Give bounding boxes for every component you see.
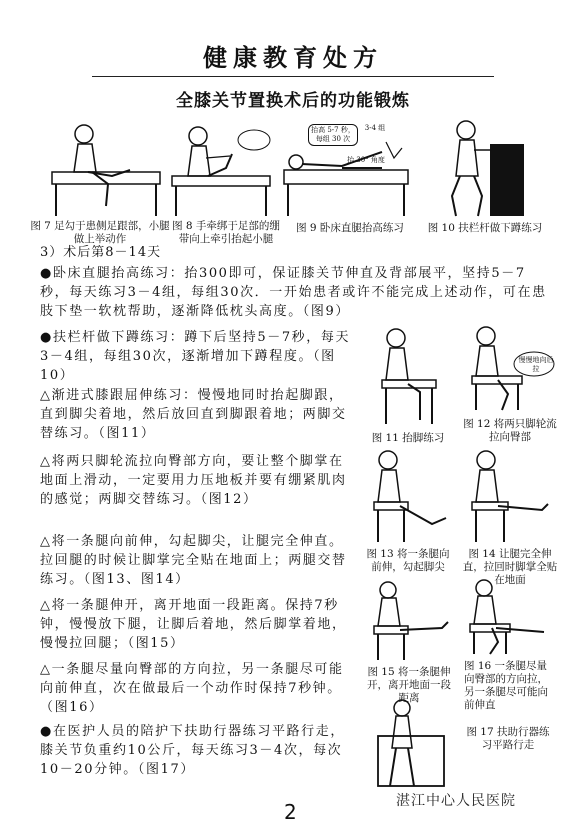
figure-11-image [362, 322, 454, 426]
paragraph-walker: ●在医护人员的陪护下扶助行器练习平路行走，膝关节负重约10公斤，每天练习3－4次，每次10－20分钟。（图17） [40, 724, 345, 777]
figure-15-image [362, 578, 454, 662]
figure-14-image [462, 444, 558, 544]
figure-7-image [38, 114, 166, 218]
figure-14-caption: 图 14 让腿完全伸直，拉回时脚掌全贴在地面 [462, 548, 558, 586]
figure-16-caption: 图 16 一条腿尽量向臀部的方向拉，另一条腿尽可能向前伸直 [464, 660, 548, 711]
figure-12-bubble-text: 慢慢地向后拉 [518, 356, 554, 373]
figure-17-caption: 图 17 扶助行器练习平路行走 [466, 726, 550, 751]
page-number: 2 [284, 800, 297, 824]
page-title: 健康教育处方 [203, 43, 383, 72]
figure-9-label-b: 抬 30° 角度 [347, 156, 385, 164]
figure-15-caption: 图 15 将一条腿伸开，离开地面一段距离 [367, 666, 451, 704]
figure-7-caption: 图 7 足勾于患侧足跟部，小腿做上举动作 [30, 220, 170, 245]
figure-16-image [462, 576, 558, 656]
paragraph-foot-slide: △将两只脚轮流拉向臀部方向，要让整个脚掌在地面上滑动，一定要用力压地板并要有绷紧肌肉的感觉；两脚交替练习。（图12） [40, 454, 347, 507]
paragraph-heel-raise: △渐进式膝跟屈伸练习：慢慢地同时抬起脚跟，直到脚尖着地，然后放回直到脚跟着地；两脚交替练习。（图11） [40, 388, 347, 441]
figure-11-caption: 图 11 抬脚练习 [371, 432, 445, 444]
paragraph-leg-hold: △将一条腿伸开，离开地面一段距离。保持7秒钟，慢慢放下腿，让脚后着地，然后脚掌着地，慢慢拉回腿；（图15） [40, 598, 347, 651]
figure-17-image [368, 696, 460, 788]
figure-10-image [416, 114, 526, 218]
figure-10-caption: 图 10 扶栏杆做下蹲练习 [427, 222, 543, 234]
paragraph-leg-extend: △将一条腿向前伸，勾起脚尖，让腿完全伸直。拉回腿的时候让脚掌完全贴在地面上；两腿交替练习。（图13、图14） [40, 534, 347, 587]
paragraph-railing-squat: ●扶栏杆做下蹲练习：蹲下后坚持5－7秒，每天3－4组，每组30次，逐渐增加下蹲程度。（图10） [40, 330, 351, 383]
figure-12-caption: 图 12 将两只脚轮流拉向臀部 [463, 418, 557, 443]
figure-9-label-a: 抬高 5-7 秒，每组 30 次 [308, 124, 358, 146]
paragraph-straight-leg-raise: ●卧床直腿抬高练习：抬300即可，保证膝关节伸直及背部展平，坚持5－7秒，每天练习3－4组，每组30次．一开始患者或许不能完成上述动作，可在患肢下垫一软枕帮助，逐渐降低枕头高度。（图9） [40, 266, 547, 319]
title-rule [92, 76, 494, 77]
figure-13-image [362, 444, 454, 544]
figure-8-caption: 图 8 手牵绑于足部的绷带向上牵引抬起小腿 [172, 220, 280, 245]
hospital-watermark: 湛江中心人民医院 [396, 793, 516, 809]
figure-13-caption: 图 13 将一条腿向前伸，勾起脚尖 [366, 548, 450, 573]
figure-9-label-c: 3-4 组 [364, 124, 386, 132]
figure-9-caption: 图 9 卧床直腿抬高练习 [296, 222, 404, 234]
page-subtitle: 全膝关节置换术后的功能锻炼 [176, 91, 410, 111]
figure-8-image [168, 114, 274, 218]
paragraph-leg-pull: △一条腿尽量向臀部的方向拉，另一条腿尽可能向前伸直，次在做最后一个动作时保持7秒钟。（图16） [40, 662, 344, 715]
section-heading: 3）术后第8－14天 [40, 245, 162, 260]
